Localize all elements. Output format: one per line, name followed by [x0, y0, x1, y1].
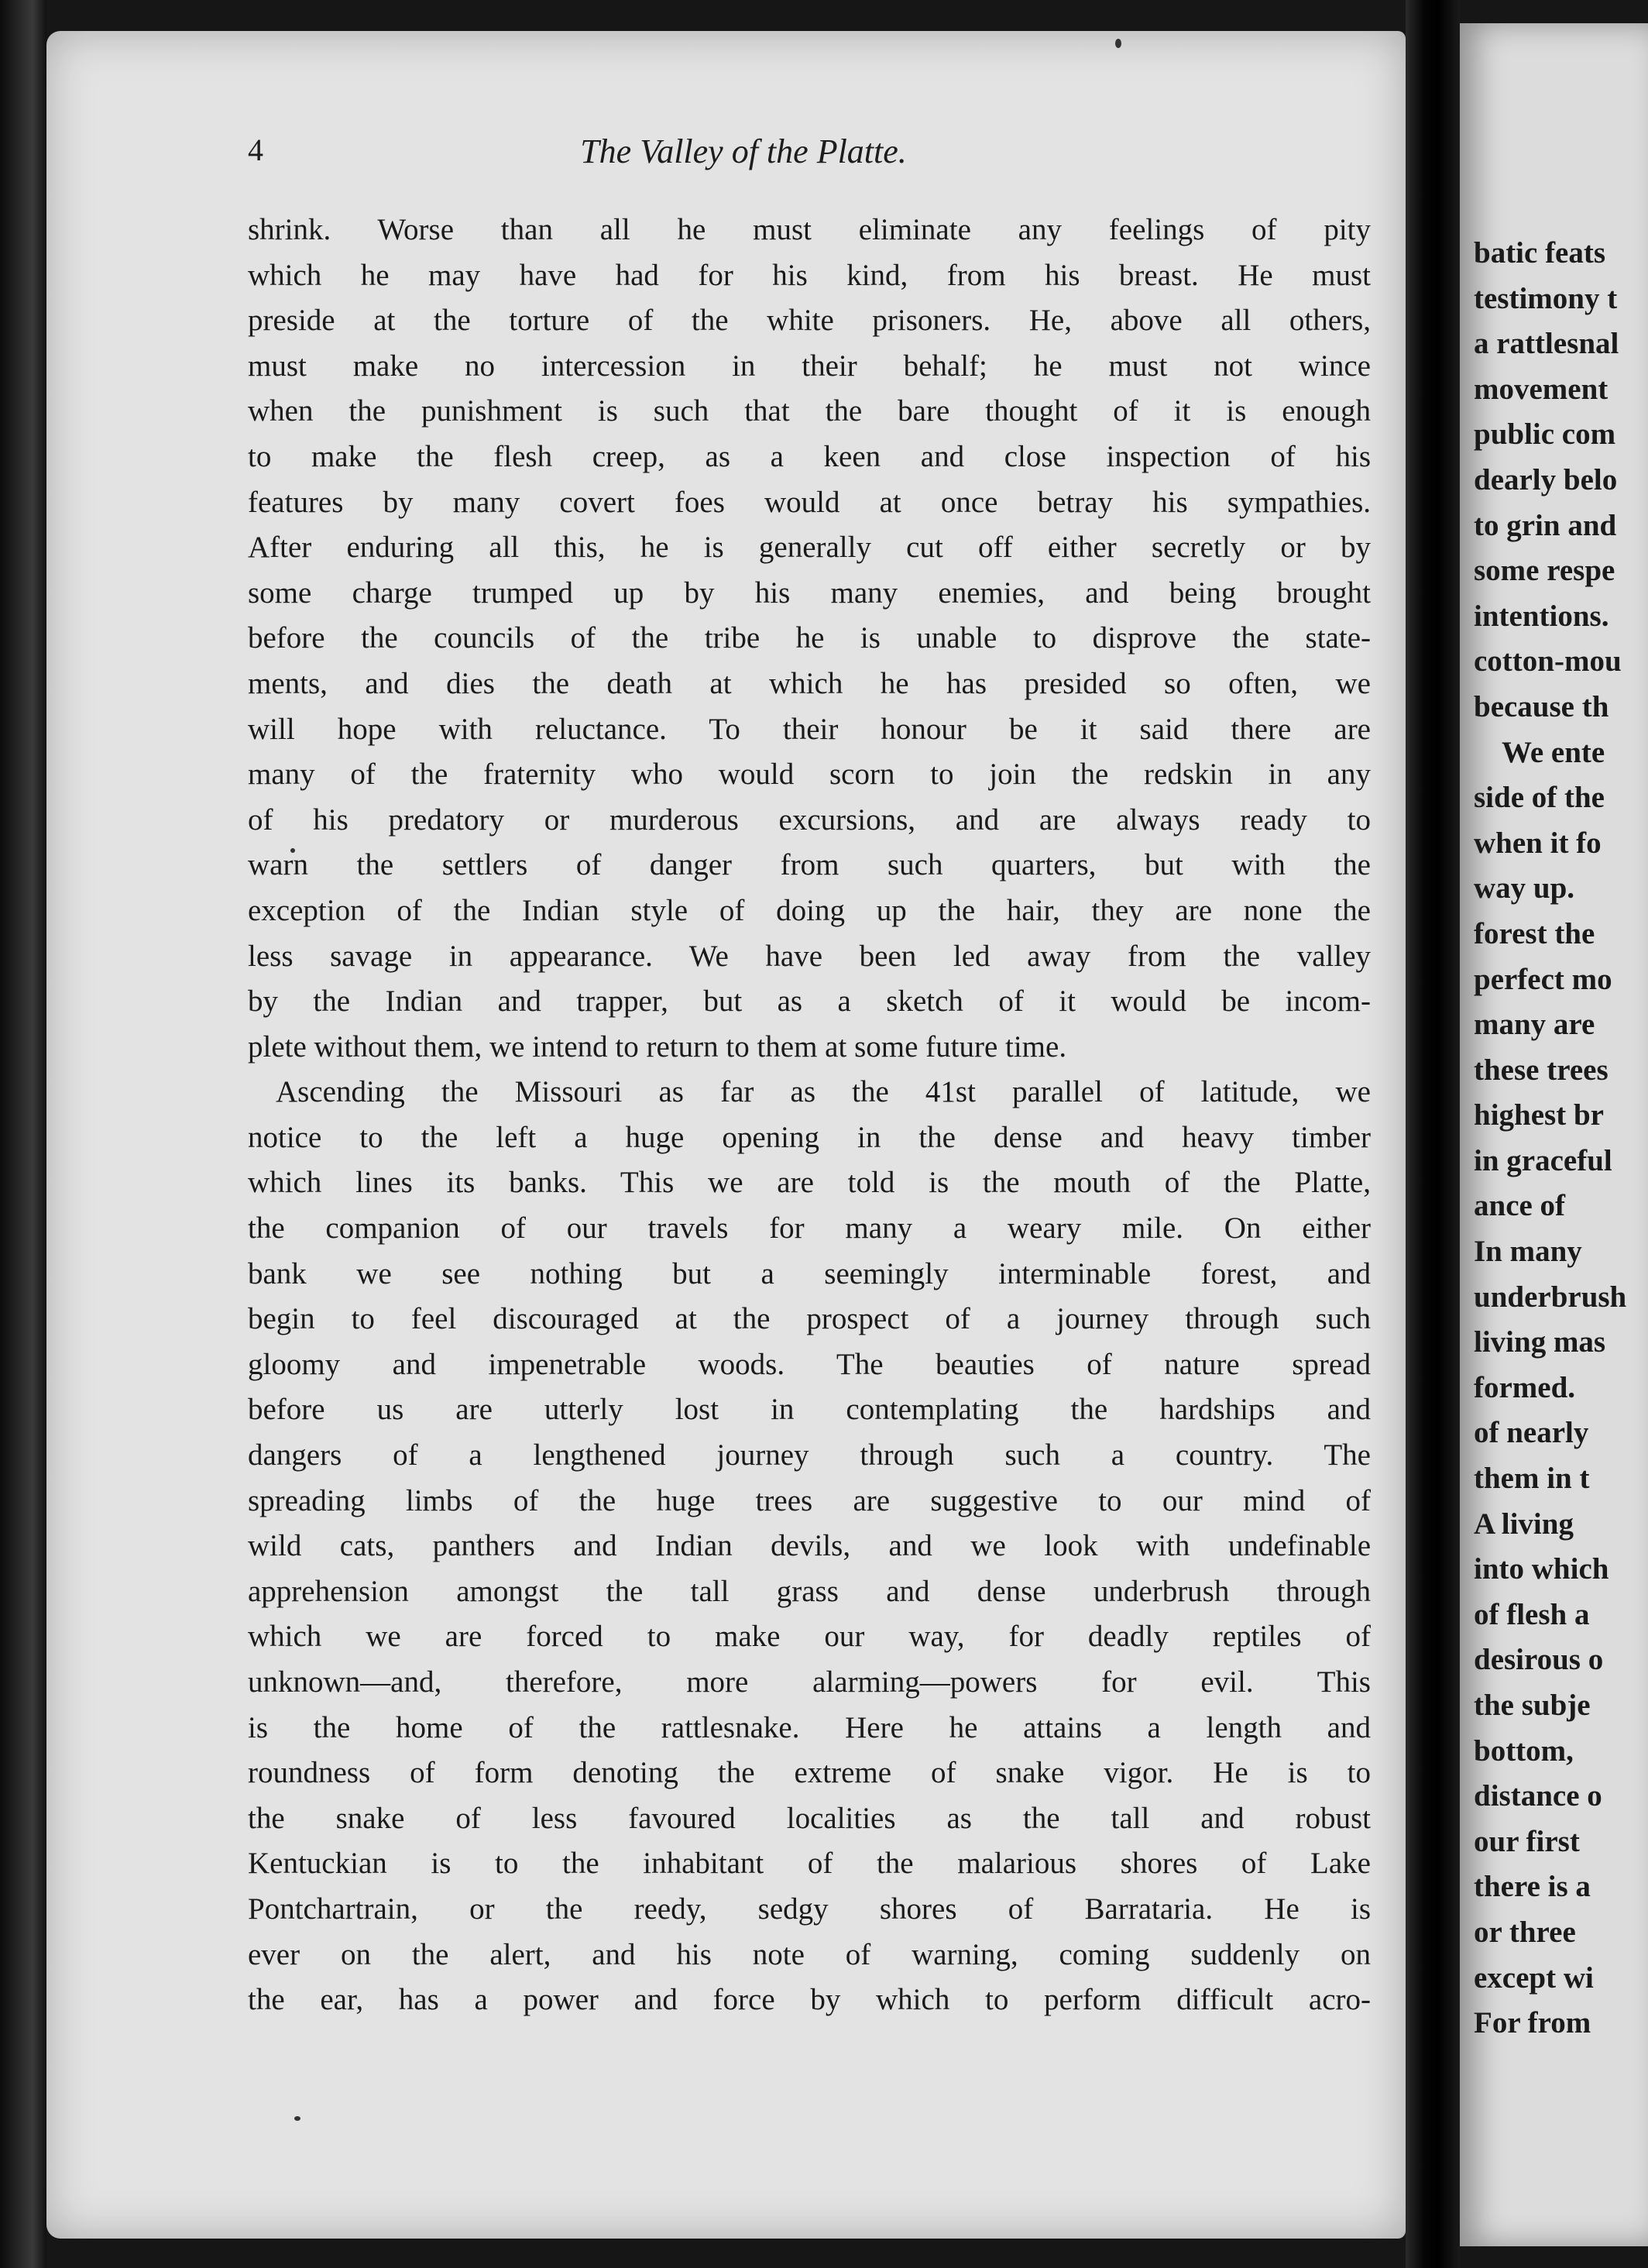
- right-page-line: the subje: [1474, 1689, 1591, 1722]
- text-line: which we are forced to make our way, for deadly reptiles of: [248, 1620, 1371, 1654]
- text-line: ever on the alert, and his note of warning, coming suddenly on: [248, 1937, 1371, 1971]
- page-header: [248, 116, 1355, 178]
- right-page-line: living mas: [1474, 1325, 1606, 1359]
- text-line: gloomy and impenetrable woods. The beauties of nature spread: [248, 1347, 1371, 1381]
- paragraph-1: [248, 208, 1371, 1070]
- right-page-line: in graceful: [1474, 1143, 1612, 1177]
- right-page-line: dearly belo: [1474, 462, 1618, 497]
- right-page-line: cotton-mou: [1474, 644, 1622, 679]
- running-title: The Valley of the Platte.: [580, 132, 907, 170]
- right-page-line: into which: [1474, 1552, 1609, 1586]
- right-page-line: some respe: [1474, 554, 1615, 588]
- text-line: by the Indian and trapper, but as a sketch of it would be incom-: [248, 985, 1371, 1019]
- right-page-line: to grin and: [1474, 508, 1617, 542]
- text-line: bank we see nothing but a seemingly interminable forest, and: [248, 1256, 1371, 1290]
- text-line: will hope with reluctance. To their honour be it said there are: [248, 712, 1371, 746]
- text-line: roundness of form denoting the extreme of snake vigor. He is to: [248, 1756, 1371, 1790]
- right-page-line: highest br: [1474, 1098, 1604, 1132]
- text-line: ments, and dies the death at which he has presided so often, we: [248, 666, 1371, 700]
- text-line: exception of the Indian style of doing up the hair, they are none the: [248, 893, 1371, 927]
- right-page-line: For from: [1474, 2006, 1591, 2040]
- text-line: features by many covert foes would at once betray his sympathies.: [248, 485, 1371, 519]
- text-line: must make no intercession in their behalf; he must not wince: [248, 349, 1371, 383]
- text-line: the companion of our travels for many a weary mile. On either: [248, 1211, 1371, 1246]
- right-page-line: perfect mo: [1474, 962, 1612, 996]
- text-line: Pontchartrain, or the reedy, sedgy shores of Barrataria. He is: [248, 1892, 1371, 1926]
- book-page-right-partial: [1460, 23, 1648, 2246]
- text-line: of his predatory or murderous excursions, and are always ready to: [248, 802, 1371, 837]
- text-line: before us are utterly lost in contemplating the hardships and: [248, 1393, 1371, 1427]
- right-page-line: our first: [1474, 1824, 1580, 1858]
- right-page-line: testimony t: [1474, 281, 1618, 315]
- right-page-line: formed.: [1474, 1370, 1576, 1404]
- right-page-line: there is a: [1474, 1870, 1591, 1904]
- right-page-line: bottom,: [1474, 1734, 1574, 1768]
- right-page-line: when it fo: [1474, 826, 1602, 860]
- right-page-line: We ente: [1502, 735, 1605, 769]
- text-line: Ascending the Missouri as far as the 41st parallel of latitude, we: [276, 1075, 1371, 1109]
- right-page-line: many are: [1474, 1008, 1595, 1042]
- body-text: [248, 208, 1371, 2023]
- scan-left-edge: [0, 0, 46, 2268]
- right-page-line: In many: [1474, 1235, 1582, 1269]
- text-line: to make the flesh creep, as a keen and close inspection of his: [248, 439, 1371, 473]
- text-line: dangers of a lengthened journey through such a country. The: [248, 1438, 1371, 1472]
- right-page-line: desirous o: [1474, 1643, 1604, 1677]
- paragraph-2: [248, 1070, 1371, 2022]
- right-page-line: movement: [1474, 372, 1609, 406]
- text-line: spreading limbs of the huge trees are suggestive to our mind of: [248, 1483, 1371, 1517]
- text-line: some charge trumped up by his many enemies, and being brought: [248, 576, 1371, 610]
- right-page-line: a rattlesnal: [1474, 327, 1619, 361]
- right-page-line: intentions.: [1474, 599, 1609, 633]
- text-line: many of the fraternity who would scorn to join the redskin in any: [248, 758, 1371, 792]
- ink-speck: [1115, 39, 1121, 48]
- text-line: Kentuckian is to the inhabitant of the malarious shores of Lake: [248, 1847, 1371, 1881]
- text-line: warn the settlers of danger from such quarters, but with the: [248, 848, 1371, 882]
- right-page-line: way up.: [1474, 871, 1575, 905]
- text-line: which he may have had for his kind, from his breast. He must: [248, 258, 1371, 292]
- text-line: wild cats, panthers and Indian devils, and we look with undefinable: [248, 1529, 1371, 1563]
- text-line: After enduring all this, he is generally cut off either secretly or by: [248, 531, 1371, 565]
- right-page-line: or three: [1474, 1915, 1576, 1949]
- text-line: unknown—and, therefore, more alarming—powers for evil. This: [248, 1665, 1371, 1699]
- right-page-line: except wi: [1474, 1960, 1594, 1995]
- book-gutter: [1406, 0, 1460, 2268]
- text-line: is the home of the rattlesnake. Here he attains a length and: [248, 1710, 1371, 1744]
- right-page-line: them in t: [1474, 1462, 1590, 1496]
- text-line: apprehension amongst the tall grass and dense underbrush through: [248, 1574, 1371, 1608]
- text-line: the snake of less favoured localities as the tall and robust: [248, 1801, 1371, 1835]
- text-line: begin to feel discouraged at the prospect of a journey through such: [248, 1302, 1371, 1336]
- right-page-line: A living: [1474, 1507, 1574, 1541]
- text-line: before the councils of the tribe he is unable to disprove the state-: [248, 621, 1371, 655]
- right-page-text: [1474, 231, 1648, 2046]
- right-page-line: because th: [1474, 689, 1609, 723]
- text-line: less savage in appearance. We have been led away from the valley: [248, 939, 1371, 973]
- text-line: shrink. Worse than all he must eliminate any feelings of pity: [248, 213, 1371, 246]
- ink-speck: [294, 2116, 300, 2121]
- page-number: 4: [248, 132, 263, 167]
- right-page-line: side of the: [1474, 781, 1605, 815]
- right-page-line: forest the: [1474, 916, 1595, 950]
- right-page-line: distance o: [1474, 1779, 1602, 1813]
- right-page-line: public com: [1474, 418, 1616, 452]
- right-page-line: of flesh a: [1474, 1597, 1590, 1631]
- right-page-line: underbrush: [1474, 1280, 1627, 1314]
- right-page-line: batic feats: [1474, 236, 1606, 270]
- text-line: when the punishment is such that the bare thought of it is enough: [248, 394, 1371, 428]
- right-page-line: ance of: [1474, 1189, 1566, 1223]
- text-line: plete without them, we intend to return to them at some future time.: [248, 1029, 1067, 1064]
- text-line: which lines its banks. This we are told is the mouth of the Platte,: [248, 1166, 1371, 1200]
- right-page-line: of nearly: [1474, 1416, 1589, 1450]
- right-page-line: these trees: [1474, 1053, 1609, 1087]
- text-line: preside at the torture of the white prisoners. He, above all others,: [248, 304, 1371, 338]
- text-line: the ear, has a power and force by which to perform difficult acro-: [248, 1983, 1371, 2017]
- text-line: notice to the left a huge opening in the dense and heavy timber: [248, 1120, 1371, 1154]
